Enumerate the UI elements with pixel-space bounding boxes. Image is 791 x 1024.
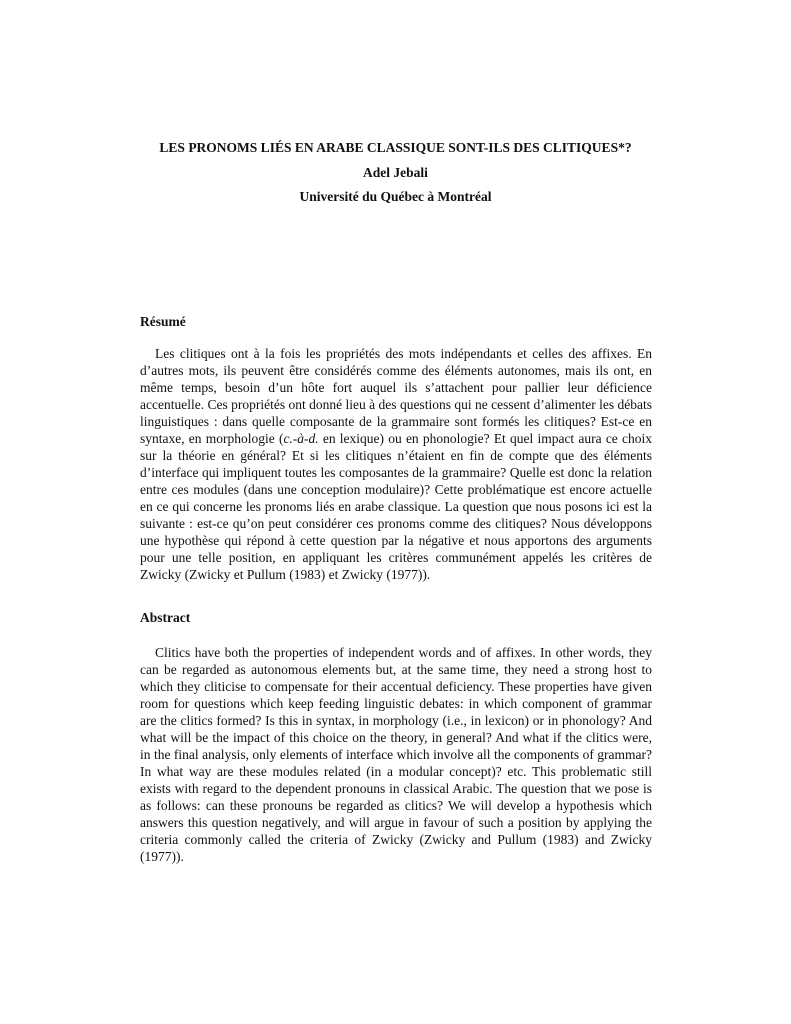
resume-heading: Résumé: [140, 314, 186, 329]
abstract-heading: Abstract: [140, 610, 191, 625]
resume-text-italic: c.-à-d.: [283, 431, 319, 446]
resume-text-part1: Les clitiques ont à la fois les propriétés des mots indépendants et celles des affixes. En d’autres mots, ils peuvent être considérés comme des éléments autonomes, mais ils ont, en même temps, besoin d’un hôte fort auquel ils s’attachent pour pallier leur déficience accentuelle. Ces propriétés ont donné lieu à des questions qui ne cessent d’alimenter les débats linguistiques : dans quelle composante de la grammaire sont formés les clitiques? Est-ce en syntaxe, en morphologie (: [140, 346, 652, 446]
resume-text-part2: en lexique) ou en phonologie? Et quel impact aura ce choix sur la théorie en général? Et si les clitiques n’étaient en fin de compte que des éléments d’interface qui impliquent toutes les composantes de la grammaire? Quelle est donc la relation entre ces modules (dans une conception modulaire)? Cette problématique est encore actuelle en ce qui concerne les pronoms liés en arabe classique. La question que nous posons ici est la suivante : est-ce qu’on peut considérer ces pronoms comme des clitiques? Nous développons une hypothèse qui répond à cette question par la négative et nous apportons des arguments pour une telle position, en appliquant les critères communément appelés les critères de Zwicky (Zwicky et Pullum (1983) et Zwicky (1977)).: [140, 431, 652, 582]
author-affiliation: Université du Québec à Montréal: [299, 189, 492, 204]
abstract-paragraph: Clitics have both the properties of independent words and of affixes. In other words, they can be regarded as autonomous elements but, at the same time, they need a strong host to which they cliticise to compensate for their accentual deficiency. These properties have given room for questions which keep feeding linguistic debates: in which component of grammar are the clitics formed? Is this in syntax, in morphology (i.e., in lexicon) or in phonology? And what will be the impact of this choice on the theory, in general? And what if the clitics were, in the final analysis, only elements of interface which involve all the components of grammar? In what way are these modules related (in a modular concept)? etc. This problematic still exists with regard to the dependent pronouns in classical Arabic. The question that we pose is as follows: can these pronouns be regarded as clitics? We will develop a hypothesis which answers this question negatively, and will argue in favour of such a position by applying the criteria commonly called the criteria of Zwicky (Zwicky and Pullum (1983) and Zwicky (1977)).: [140, 645, 652, 864]
resume-paragraph: [140, 345, 652, 583]
paper-title: LES PRONOMS LIÉS EN ARABE CLASSIQUE SONT-ILS DES CLITIQUES*?: [159, 140, 632, 155]
author-name: Adel Jebali: [363, 165, 428, 180]
